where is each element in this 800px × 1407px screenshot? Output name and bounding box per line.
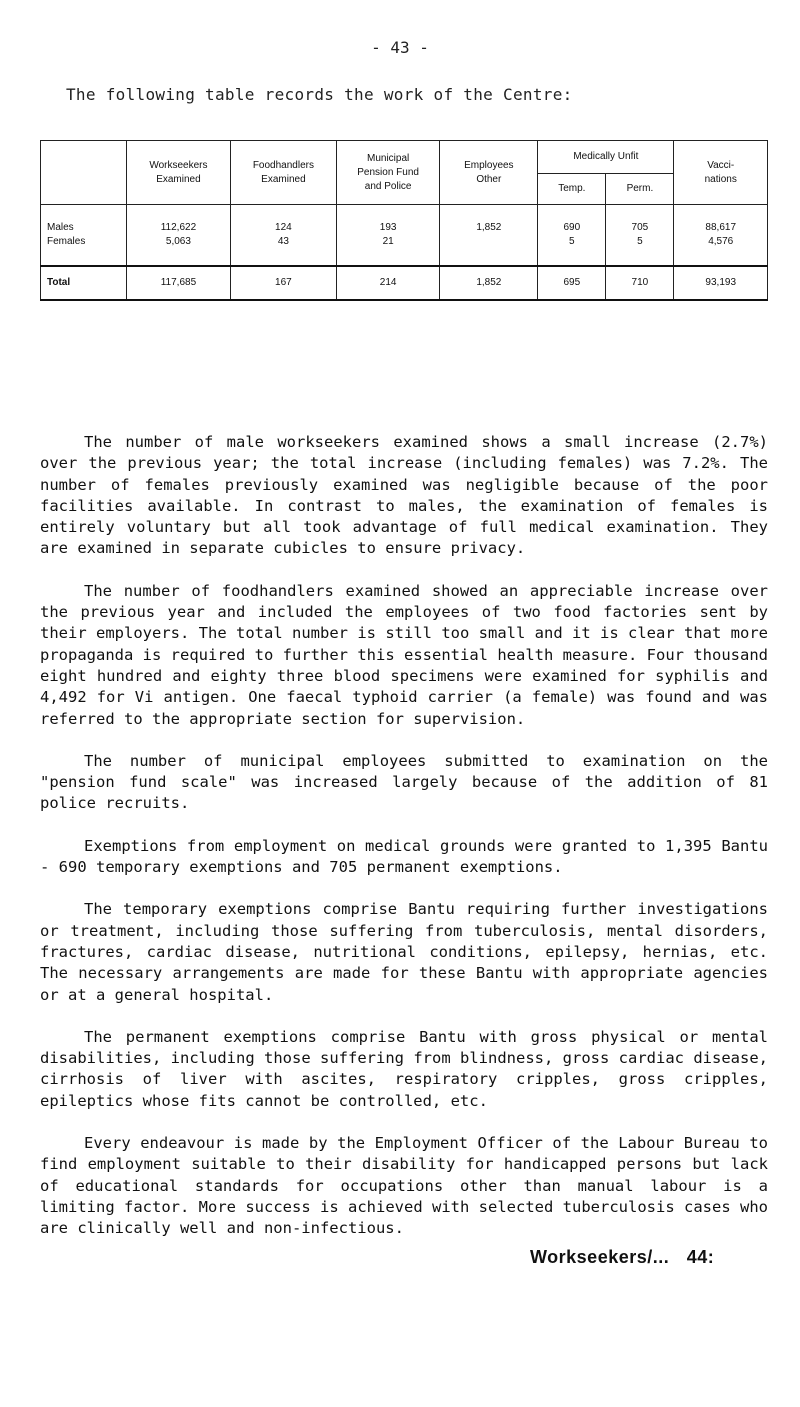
intro-line: The following table records the work of the Centre: xyxy=(66,85,573,104)
workseekers-header: Workseekers Examined xyxy=(126,141,230,205)
total-foodhandlers: 167 xyxy=(230,266,336,300)
paragraph: The number of municipal employees submitted to examination on the "pension fund scale" was increased largely because of the addition of 81 police recruits. xyxy=(40,751,768,813)
males-label: Males xyxy=(47,222,74,233)
temp-header: Temp. xyxy=(538,174,606,205)
perm-cell: 705 5 xyxy=(606,205,674,267)
total-vaccinations: 93,193 xyxy=(674,266,768,300)
foodhandlers-cell: 124 43 xyxy=(230,205,336,267)
paragraph: The number of foodhandlers examined showed an appreciable increase over the previous year and included the employees of two food factories sent by their employers. The total number is still too small and it is clear that more propaganda is required to further this essential health measure. Four thousand eight hundred and eighty three blood specimens were examined for syphilis and 4,492 for Vi antigen. One faecal typhoid carrier (a female) was found and was referred to the appropriate section for supervision. xyxy=(40,581,768,728)
workseekers-cell: 112,622 5,063 xyxy=(126,205,230,267)
next-page-ref: 44: xyxy=(686,1247,715,1267)
employees-header: Employees Other xyxy=(440,141,538,205)
municipal-cell: 193 21 xyxy=(336,205,440,267)
page-number: - 43 - xyxy=(371,38,429,57)
table-header-row xyxy=(41,141,768,174)
body-text xyxy=(40,432,768,1261)
paragraph: The temporary exemptions comprise Bantu requiring further investigations or treatment, including those suffering from tuberculosis, mental disorders, fractures, cardiac disease, nutritional conditions, epilepsy, hernias, etc. The necessary arrangements are made for these Bantu with appropriate agencies or at a general hospital. xyxy=(40,900,768,1004)
total-workseekers: 117,685 xyxy=(126,266,230,300)
perm-header: Perm. xyxy=(606,174,674,205)
paragraph: Exemptions from employment on medical grounds were granted to 1,395 Bantu - 690 temporary exemptions and 705 permanent exemptions. xyxy=(40,836,768,877)
medically-unfit-header: Medically Unfit xyxy=(538,141,674,174)
paragraph: The permanent exemptions comprise Bantu with gross physical or mental disabilities, including those suffering from blindness, gross cardiac disease, cirrhosis of liver with ascites, respiratory cripples, gross cripples, epileptics whose fits cannot be controlled, etc. xyxy=(40,1027,768,1110)
total-row xyxy=(41,266,768,300)
vaccinations-cell: 88,617 4,576 xyxy=(674,205,768,267)
temp-cell: 690 5 xyxy=(538,205,606,267)
vaccinations-header: Vacci- nations xyxy=(674,141,768,205)
table-row xyxy=(41,205,768,267)
employees-cell: 1,852 xyxy=(440,205,538,267)
footer-catchword xyxy=(530,1247,726,1268)
females-label: Females xyxy=(47,236,86,247)
paragraph: Every endeavour is made by the Employment Officer of the Labour Bureau to find employment suitable to their disability for handicapped persons but lack of educational standards for occupations other than manual labour is a limiting factor. More success is achieved with selected tuberculosis cases who are clinically well and non-infectious. xyxy=(40,1134,768,1238)
municipal-header: Municipal Pension Fund and Police xyxy=(336,141,440,205)
row-label-header xyxy=(41,141,127,205)
total-employees: 1,852 xyxy=(440,266,538,300)
row-labels xyxy=(41,205,127,267)
records-table xyxy=(40,140,768,301)
foodhandlers-header: Foodhandlers Examined xyxy=(230,141,336,205)
paragraph: The number of male workseekers examined shows a small increase (2.7%) over the previous year; the total increase (including females) was 7.2%. The number of females previously examined was negligible because of the poor facilities available. In contrast to males, the examination of females is entirely voluntary but all took advantage of full medical examination. They are examined in separate cubicles to ensure privacy. xyxy=(40,433,768,558)
total-temp: 695 xyxy=(538,266,606,300)
total-municipal: 214 xyxy=(336,266,440,300)
total-label: Total xyxy=(41,266,127,300)
total-perm: 710 xyxy=(606,266,674,300)
catchword: Workseekers/... xyxy=(530,1247,670,1267)
